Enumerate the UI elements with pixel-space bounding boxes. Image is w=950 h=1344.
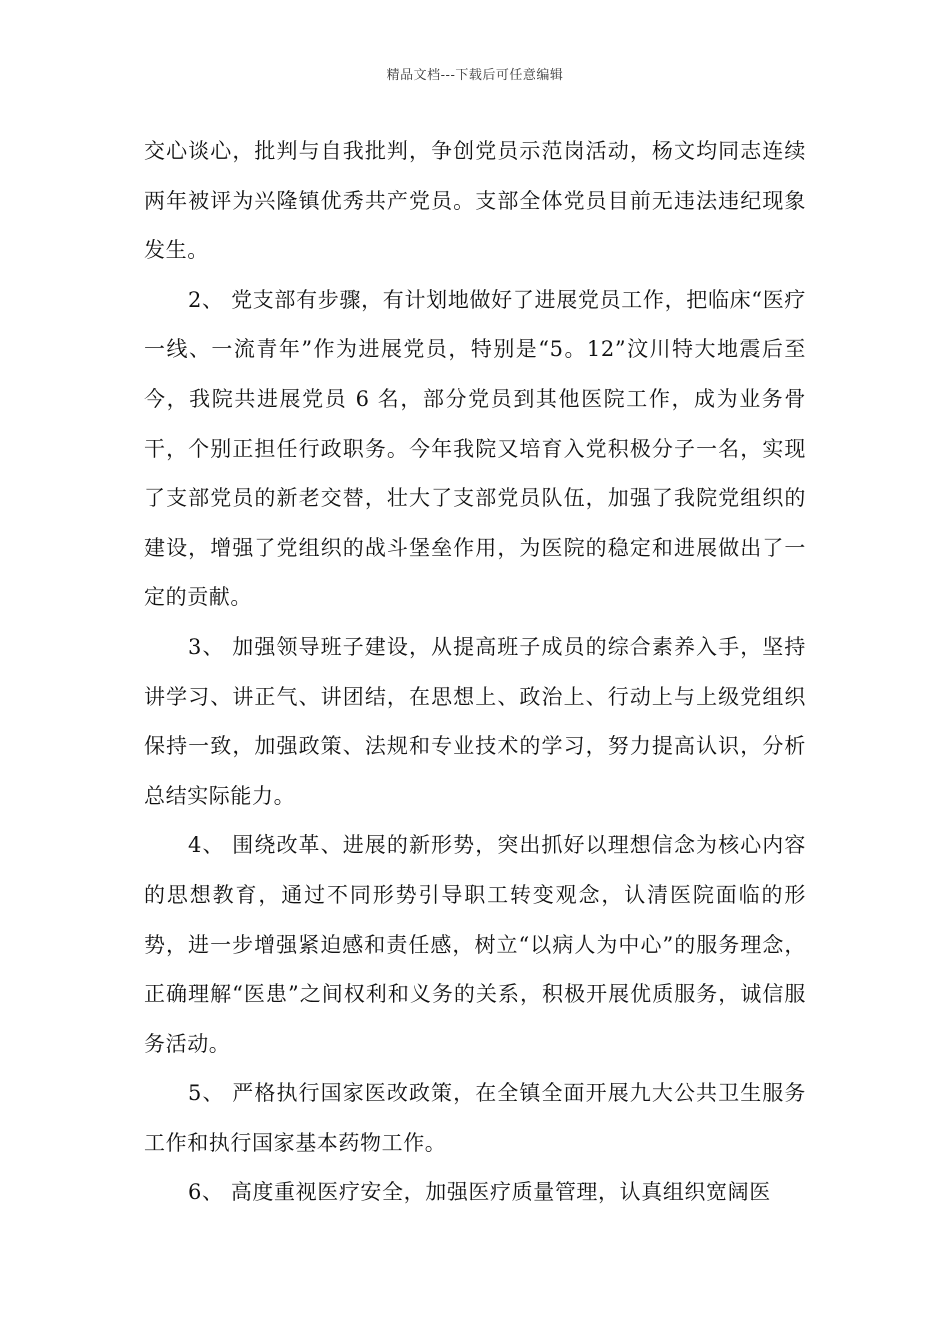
paragraph-3: 3、 加强领导班子建设，从提高班子成员的综合素养入手，坚持讲学习、讲正气、讲团结，在思想上、政治上、行动上与上级党组织保持一致，加强政策、法规和专业技术的学习，努力提高认识，分析总结实际能力。 [144, 634, 806, 808]
paragraph-4: 4、 围绕改革、进展的新形势，突出抓好以理想信念为核心内容的思想教育，通过不同形势引导职工转变观念，认清医院面临的形势，进一步增强紧迫感和责任感，树立“以病人为中心”的服务理念，正确理解“医患”之间权利和义务的关系，积极开展优质服务，诚信服务活动。 [144, 833, 806, 1056]
paragraph-1: 交心谈心，批判与自我批判，争创党员示范岗活动，杨文均同志连续两年被评为兴隆镇优秀共产党员。支部全体党员目前无违法违纪现象发生。 [144, 139, 806, 263]
page-header: 精品文档---下载后可任意编辑 [386, 68, 564, 83]
paragraph-6: 6、 高度重视医疗安全，加强医疗质量管理，认真组织宽阔医 [188, 1180, 771, 1205]
paragraph-5: 5、 严格执行国家医改政策，在全镇全面开展九大公共卫生服务工作和执行国家基本药物工作。 [144, 1081, 806, 1155]
paragraph-2: 2、 党支部有步骤，有计划地做好了进展党员工作，把临床“医疗一线、一流青年”作为进展党员，特别是“5。12”汶川特大地震后至今，我院共进展党员 6 名，部分党员到其他医院工作，成为业务骨干，个别正担任行政职务。今年我院又培育入党积极分子一名，实现了支部党员的新老交替，壮大了支部党员队伍，加强了我院党组织的建设，增强了党组织的战斗堡垒作用，为医院的稳定和进展做出了一定的贡献。 [144, 287, 806, 610]
document-body [144, 127, 806, 1218]
